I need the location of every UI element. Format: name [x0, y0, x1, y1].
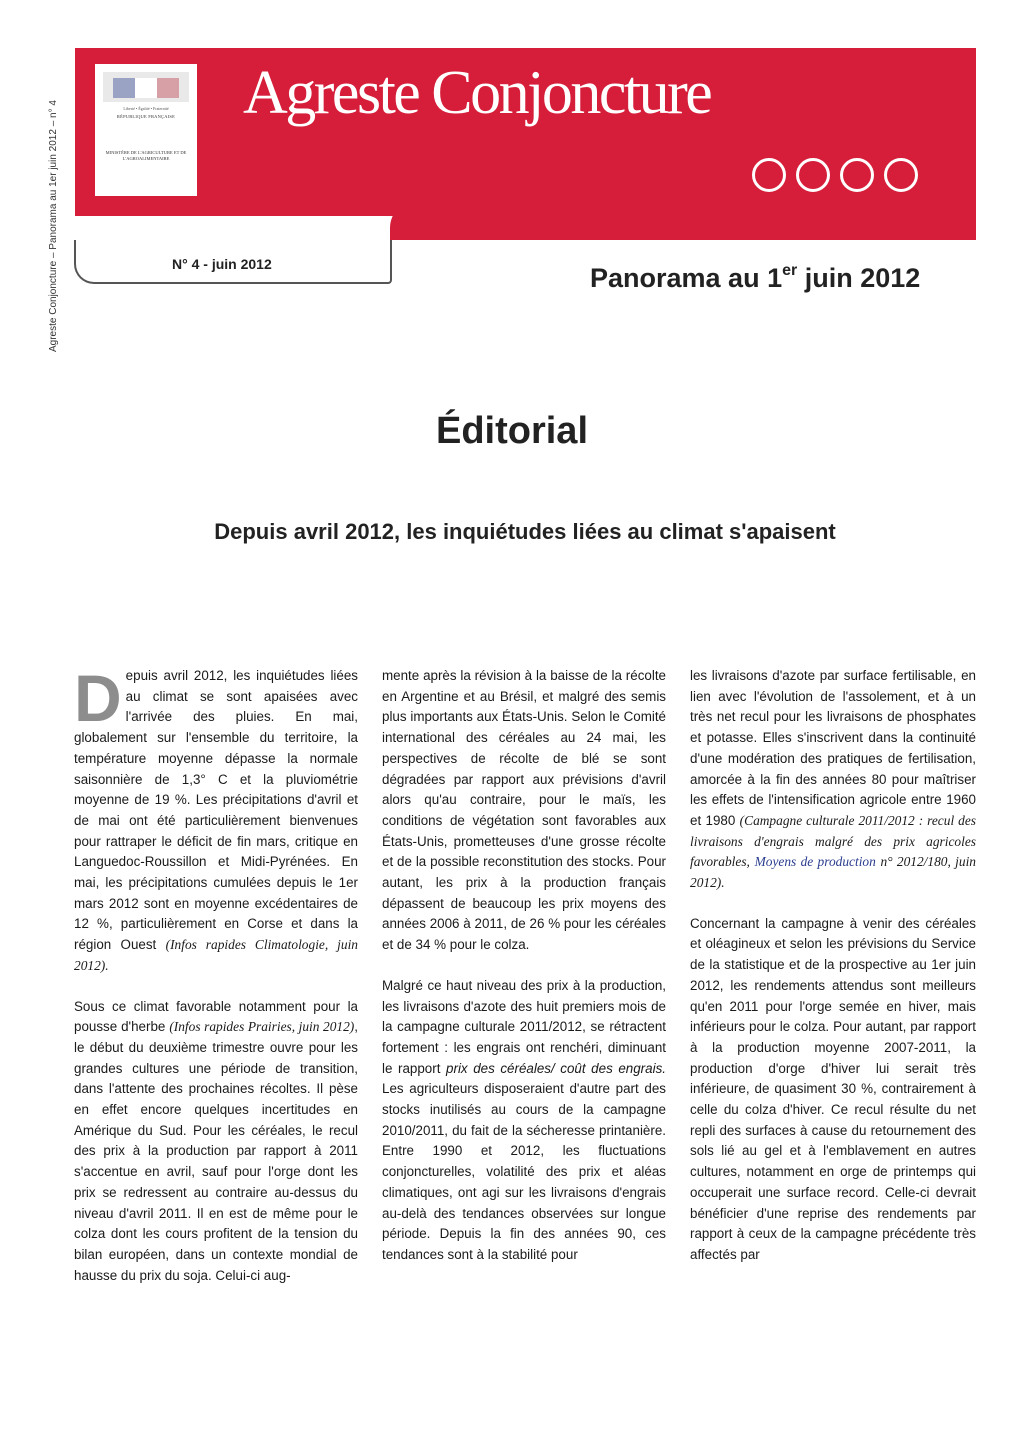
circle-icon: [752, 158, 786, 192]
paragraph-text: les livraisons d'azote par surface fertilisable, en lien avec l'évolution de l'assolement, et à un très net recul pour les livraisons de phosphates et potasse. Elles s'inscrivent dans la continuité d'une modération des pratiques de fertilisation, amorcée à la fin des années 80 pour maîtriser les effets de l'intensification agricole entre 1960 et 1980: [690, 668, 976, 828]
issue-number: N° 4 - juin 2012: [172, 256, 272, 272]
paragraph-text: Les agriculteurs disposeraient d'autre part des stocks inutilisés au cours de la campagne 2010/2011, du fait de la sécheresse printanière. Entre 1990 et 2012, les fluctuations conjoncturelles, volatilité des prix et aléas climatiques, ont agi sur les livraisons d'engrais au-delà des tendances observées sur longue période. Depuis la fin des années 90, ces tendances sont à la stabilité pour: [382, 1081, 666, 1262]
paragraph: [74, 661, 358, 977]
panorama-post: juin 2012: [797, 263, 921, 293]
text-column-1: [74, 661, 358, 1306]
ministry-logo: [95, 64, 197, 196]
logo-ministry: MINISTÈRE DE L'AGRICULTURE ET DE L'AGROALIMENTAIRE: [105, 150, 187, 161]
paragraph-text: Malgré ce haut niveau des prix à la production, les livraisons d'azote des huit premiers mois de la campagne culturale 2011/2012, se rétractent fortement : les engrais ont renchéri, diminuant le rapport: [382, 977, 666, 1076]
reference-citation: (Campagne culturale 2011/2012 : recul des livraisons d'engrais malgré des prix agricoles favorables,: [690, 812, 976, 870]
header-banner-tab: [390, 200, 976, 240]
reference-link[interactable]: Moyens de production: [754, 854, 876, 870]
reference-citation: (Infos rapides Prairies, juin 2012): [169, 1019, 355, 1035]
drop-cap: D: [74, 661, 122, 735]
paragraph-text: epuis avril 2012, les inquiétudes liées au climat se sont apaisées avec l'arrivée des pluies. En mai, globalement sur l'ensemble du territoire, la température moyenne dépasse la normale saisonnière de 1,3° C et la pluviométrie moyenne de 19 %. Les précipitations d'avril et de mai ont été particulièrement bienvenues pour rattraper le déficit de fin mars, critique en Languedoc-Roussillon et Midi-Pyrénées. En mai, les précipitations cumulées depuis le 1er mars 2012 sont en moyenne excédentaires de 12 %, particulièrement en Corse et dans la région Ouest: [74, 668, 358, 953]
paragraph: [382, 976, 666, 1266]
panorama-pre: Panorama au 1: [590, 263, 783, 293]
italic-term: prix des céréales/ coût des engrais.: [446, 1060, 666, 1076]
reference-citation: n° 2012/180, juin 2012).: [690, 854, 976, 891]
paragraph: mente après la révision à la baisse de la récolte en Argentine et au Brésil, et malgré des semis plus importants aux États-Unis. Selon le Comité international des céréales au 24 mai, les perspectives de récolte de blé se sont dégradées par rapport aux prévisions d'avril alors qu'au contraire, pour le maïs, les conditions de végétation sont favorables aux États-Unis, prometteuses d'une grosse récolte et de la possible reconstitution des stocks. Pour autant, les prix à la production français dépassent de beaucoup les prix moyens des années 2006 à 2011, de 26 % pour les céréales et de 34 % pour le colza.: [382, 668, 666, 953]
paragraph-text: , le début du deuxième trimestre ouvre pour les grandes cultures une période de transition, dans l'attente des prochaines récoltes. Il pèse en effet encore quelques incertitudes en Amérique du Sud. Pour les céréales, le recul des prix à la production par rapport à 2011 s'accentue en avril, sauf pour l'orge dont les prix se redressent au contraire au-dessus du niveau d'avril 2011. Il en est de même pour le colza dont les cours profitent de la tension du bilan européen, dans un contexte mondial de hausse du prix du soja. Celui-ci aug-: [74, 1019, 358, 1283]
circle-icon: [884, 158, 918, 192]
paragraph-text: Sous ce climat favorable notamment pour la pousse d'herbe: [74, 998, 358, 1035]
paragraph: [74, 997, 358, 1287]
article-subtitle: Depuis avril 2012, les inquiétudes liées au climat s'apaisent: [214, 519, 836, 544]
logo-republic: RÉPUBLIQUE FRANÇAISE: [116, 114, 176, 119]
circle-icon: [796, 158, 830, 192]
panorama-sup: er: [782, 262, 798, 279]
section-heading: Éditorial: [435, 410, 589, 452]
panorama-date: [590, 263, 920, 294]
text-column-3: [690, 666, 976, 1286]
publication-title: Agreste Conjoncture: [243, 59, 711, 127]
circle-icon: [840, 158, 874, 192]
marianne-flag-icon: [103, 72, 189, 102]
logo-motto: Liberté • Égalité • Fraternité: [123, 106, 169, 111]
circle-decoration: [752, 158, 918, 192]
paragraph: [690, 666, 976, 894]
reference-citation: (Infos rapides Climatologie, juin 2012).: [74, 937, 358, 973]
text-column-2: [382, 666, 666, 1286]
side-running-header: Agreste Conjoncture – Panorama au 1er juin 2012 – n° 4: [48, 100, 59, 352]
paragraph: Concernant la campagne à venir des céréales et oléagineux et selon les prévisions du Service de la statistique et de la prospective au 1er juin 2012, les rendements attendus sont meilleurs qu'en 2011 pour l'orge semée en hiver, mais inférieurs pour le colza. Pour autant, par rapport à la production moyenne 2007-2011, la production d'orge d'hiver lui serait très inférieure, de quasiment 30 %, contrairement à celle du colza d'hiver. Ce recul résulte du net repli des surfaces à cause du retournement des sols lié au gel et à l'emblavement en autres cultures, notamment en orge de printemps qui occuperait une surface record. Celle-ci devrait bénéficier d'une reprise des rendements par rapport à ceux de la campagne précédente très affectés par: [690, 915, 976, 1262]
